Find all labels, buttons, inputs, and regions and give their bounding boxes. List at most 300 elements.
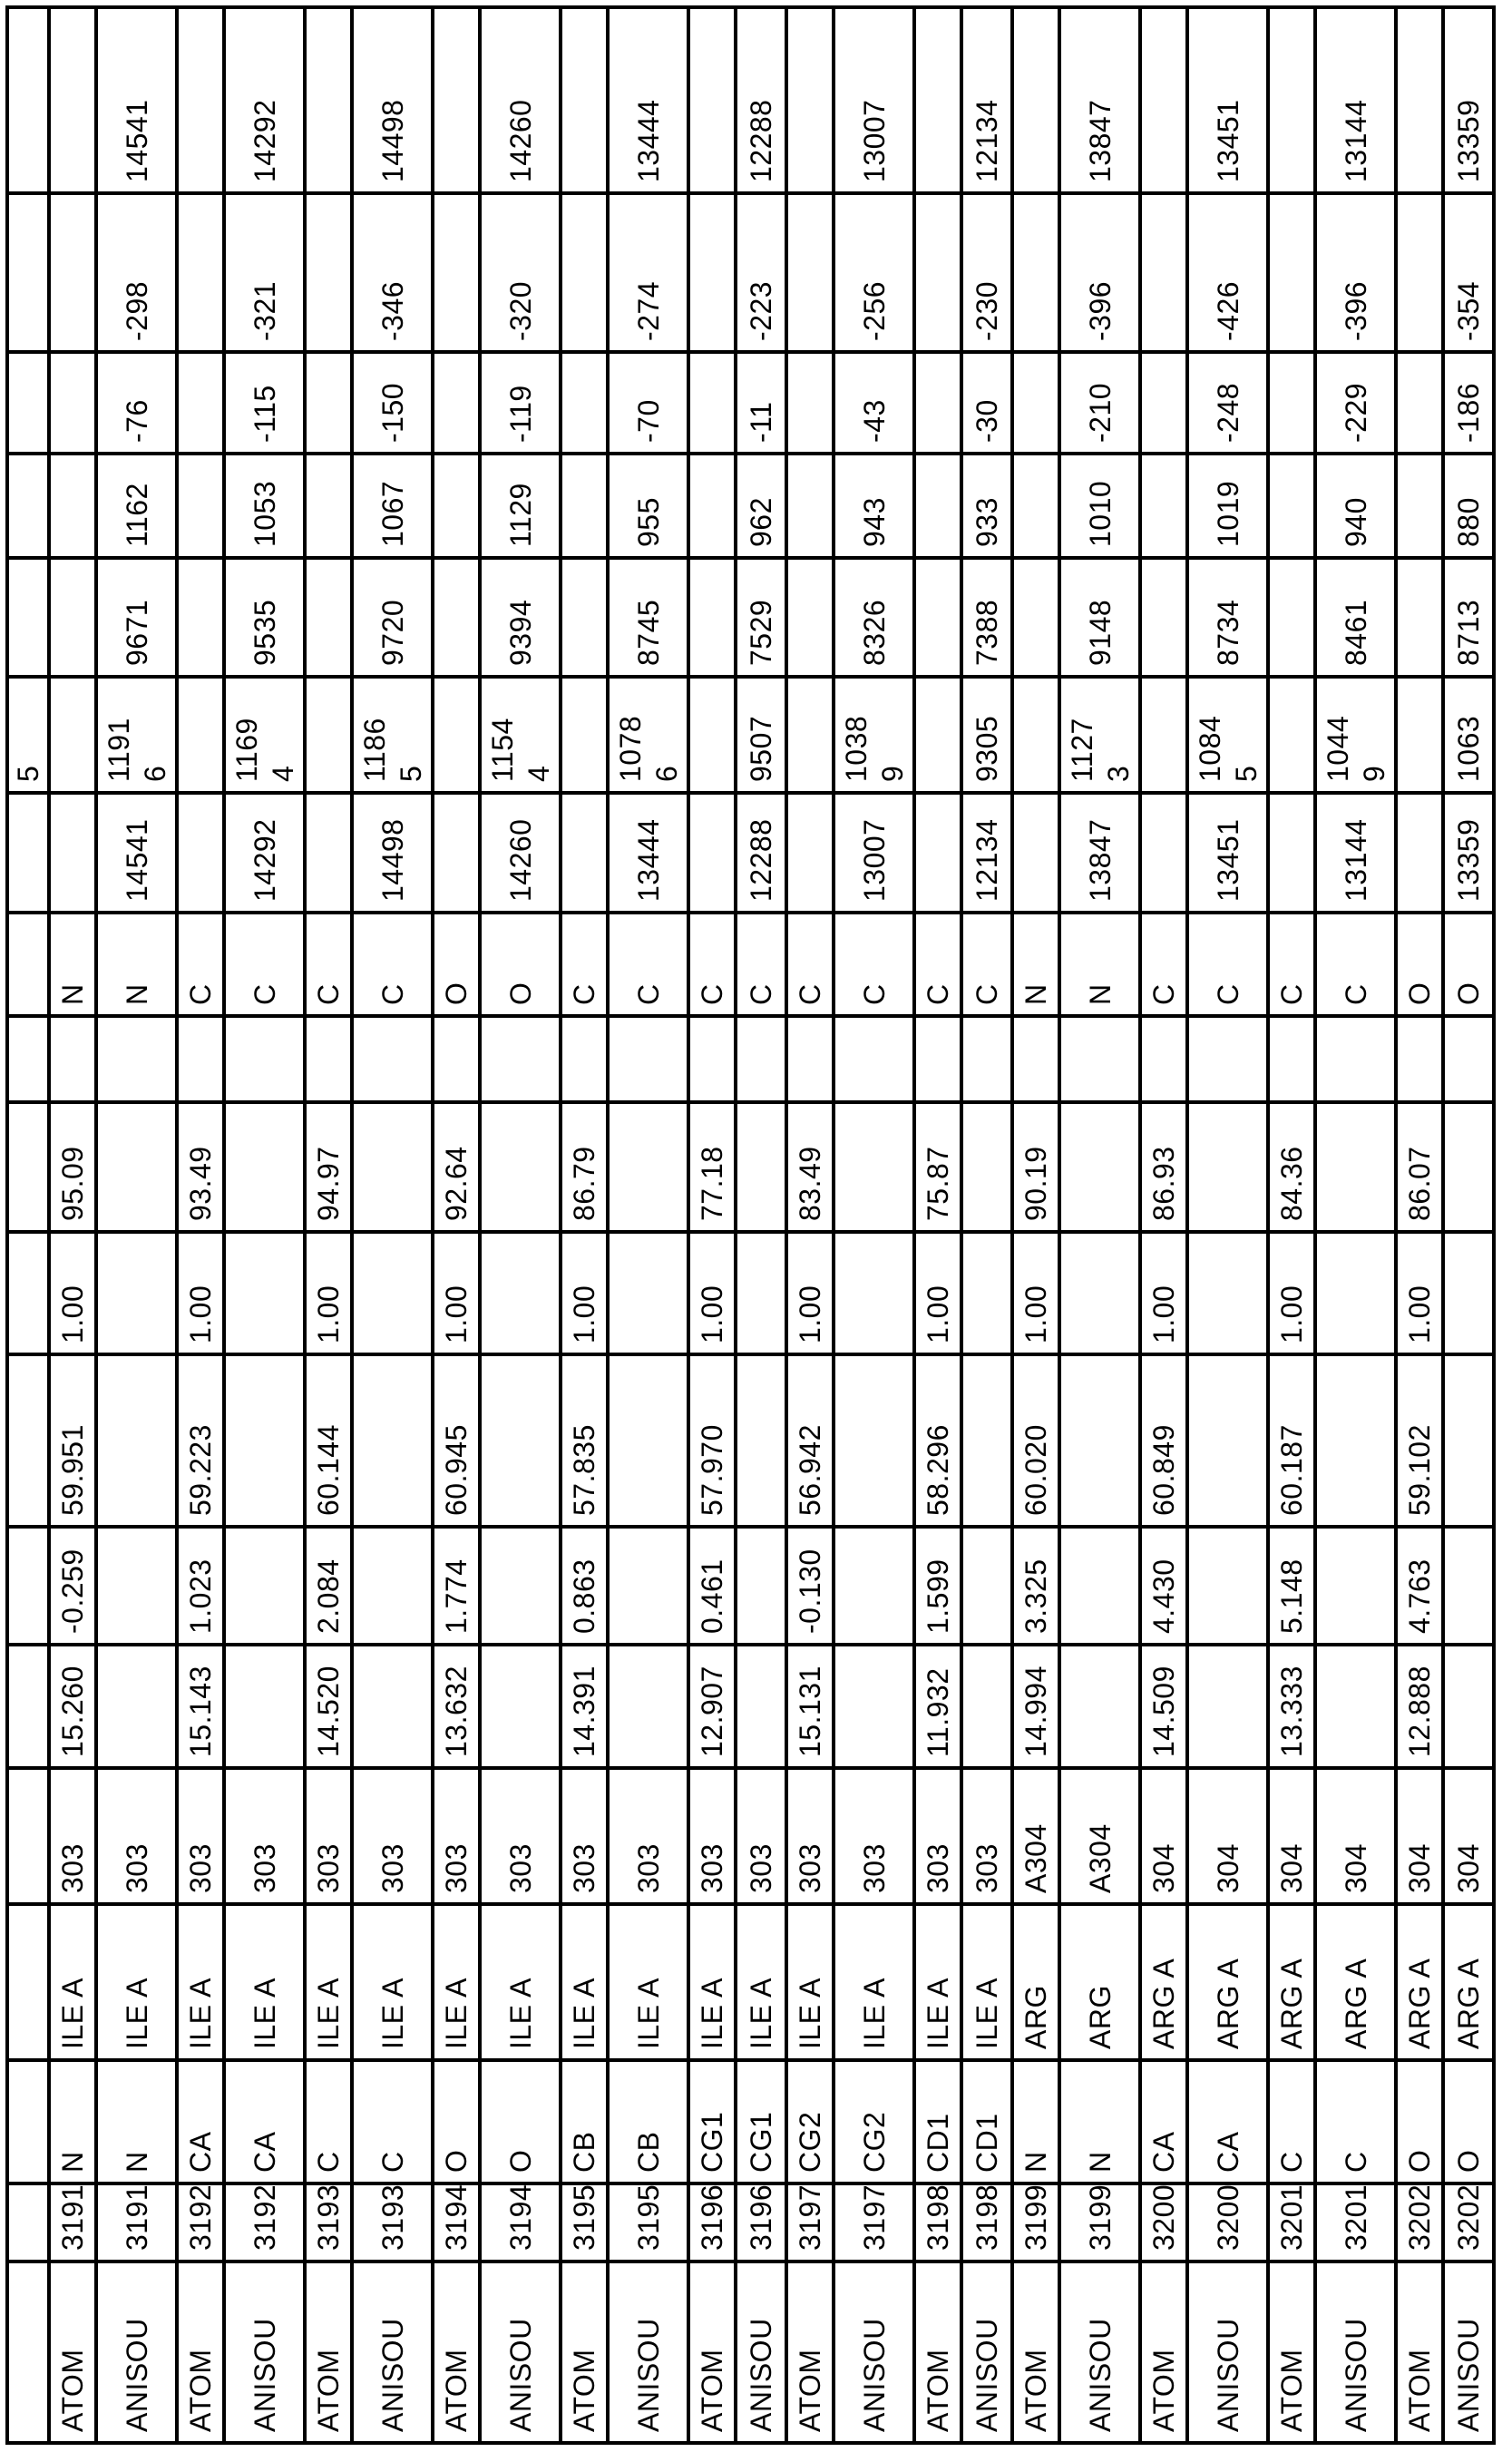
table-cell-element: [835, 914, 916, 1018]
table-cell-b_factor: [1061, 1104, 1142, 1234]
cell-text: 303: [120, 1843, 153, 1893]
cell-text: 8734: [1211, 599, 1244, 666]
table-cell-y: [1061, 1529, 1142, 1646]
table-cell-element: [1398, 914, 1445, 1018]
cell-text: 13359: [1452, 99, 1485, 182]
table-cell-u33_pre: [98, 795, 179, 914]
cell-text: 2.084: [312, 1558, 345, 1634]
table-cell-atom_name: [51, 2062, 98, 2185]
cell-text: 3193: [376, 2183, 409, 2251]
cell-text: 3192: [248, 2183, 281, 2251]
table-cell-record: [1142, 2263, 1189, 2445]
cell-text: 3200: [1211, 2183, 1244, 2251]
table-cell-z: [737, 1356, 788, 1529]
table-cell-u13: [737, 354, 788, 455]
table-cell-u11_lines: [562, 679, 610, 795]
cell-text: C: [631, 983, 665, 1005]
table-cell-spacer: [737, 1018, 788, 1104]
cell-text: 15.143: [184, 1666, 217, 1757]
cell-text: ATOM: [922, 2349, 954, 2432]
cell-text: 13144: [1339, 99, 1372, 182]
table-cell-y: [9, 1529, 51, 1646]
table-cell-record: [1317, 2263, 1398, 2445]
table-cell-record: [1398, 2263, 1445, 2445]
table-cell-u33_post: [1270, 9, 1317, 195]
table-cell-u23: [916, 195, 963, 354]
cell-text: 8326: [857, 599, 891, 666]
table-cell-seq: [98, 1770, 179, 1906]
cell-text: CB: [631, 2131, 665, 2173]
cell-text: ANISOU: [631, 2318, 665, 2432]
table-cell-u33_post: [51, 9, 98, 195]
cell-text: -0.130: [794, 1548, 826, 1634]
table-cell-u33_post: [1014, 9, 1061, 195]
table-cell-u12: [179, 455, 226, 560]
table-cell-u23: [179, 195, 226, 354]
cell-text: 8745: [631, 599, 665, 666]
table-cell-u23: [690, 195, 737, 354]
table-cell-residue: [434, 1906, 482, 2062]
table-cell-record: [835, 2263, 916, 2445]
table-cell-seq: [1270, 1770, 1317, 1906]
cell-text: 13007: [857, 99, 891, 182]
cell-text: 13451: [1211, 99, 1244, 182]
cell-text: ATOM: [568, 2349, 600, 2432]
cell-text: 84.36: [1275, 1146, 1308, 1221]
cell-text: -426: [1211, 280, 1244, 341]
cell-text: 3196: [696, 2183, 728, 2251]
cell-text: 962: [745, 497, 777, 547]
table-cell-u11_lines: [98, 679, 179, 795]
cell-text: CG2: [857, 2111, 891, 2173]
cell-text: ILE A: [745, 1978, 777, 2049]
table-cell-spacer: [226, 1018, 307, 1104]
table-cell-element: [690, 914, 737, 1018]
table-cell-b_factor: [690, 1104, 737, 1234]
table-cell-z: [1270, 1356, 1317, 1529]
cell-text: 3202: [1452, 2183, 1485, 2251]
table-cell-u33_pre: [963, 795, 1014, 914]
table-cell-u23: [788, 195, 835, 354]
table-cell-x: [434, 1646, 482, 1770]
cell-text: CA: [184, 2131, 217, 2173]
cell-text: 303: [971, 1843, 1003, 1893]
cell-text: 943: [857, 497, 891, 547]
table-cell-b_factor: [307, 1104, 354, 1234]
table-cell-spacer: [1061, 1018, 1142, 1104]
cell-text: C: [971, 983, 1003, 1005]
cell-text: 3194: [440, 2183, 473, 2251]
table-cell-spacer: [1270, 1018, 1317, 1104]
table-cell-record: [737, 2263, 788, 2445]
table-cell-residue: [51, 1906, 98, 2062]
table-cell-u12: [307, 455, 354, 560]
table-cell-u33_post: [1189, 9, 1270, 195]
table-cell-u33_post: [98, 9, 179, 195]
cell-text: 1169: [229, 718, 263, 782]
cell-text: 303: [56, 1843, 89, 1893]
cell-text: 1129: [503, 483, 537, 547]
cell-text: 12134: [971, 818, 1003, 902]
table-cell-record: [9, 2263, 51, 2445]
table-cell-residue: [179, 1906, 226, 2062]
table-cell-residue: [9, 1906, 51, 2062]
table-cell-atom_name: [690, 2062, 737, 2185]
table-cell-u12: [51, 455, 98, 560]
cell-text: 1162: [120, 483, 153, 547]
table-cell-y: [179, 1529, 226, 1646]
table-cell-spacer: [179, 1018, 226, 1104]
cell-text: N: [56, 983, 89, 1005]
table-cell-u33_post: [1398, 9, 1445, 195]
cell-text: 3192: [184, 2183, 217, 2251]
table-cell-u13: [51, 354, 98, 455]
cell-text: C: [1147, 983, 1180, 1005]
table-cell-u33_post: [1317, 9, 1398, 195]
table-cell-b_factor: [226, 1104, 307, 1234]
table-cell-spacer: [482, 1018, 562, 1104]
table-cell-u33_pre: [737, 795, 788, 914]
cell-text: 1.00: [312, 1285, 345, 1343]
cell-text: 86.07: [1403, 1146, 1436, 1221]
cell-text: O: [440, 2149, 473, 2173]
cell-text: C: [1275, 2151, 1308, 2173]
table-cell-x: [482, 1646, 562, 1770]
cell-text: 3200: [1147, 2183, 1180, 2251]
cell-text: 8461: [1339, 599, 1372, 666]
cell-text: ANISOU: [120, 2318, 153, 2432]
cell-text: -186: [1452, 382, 1485, 443]
table-cell-z: [307, 1356, 354, 1529]
table-cell-element: [1317, 914, 1398, 1018]
table-cell-spacer: [835, 1018, 916, 1104]
cell-text: ANISOU: [1083, 2318, 1117, 2432]
table-cell-spacer: [307, 1018, 354, 1104]
cell-text: O: [503, 2149, 537, 2173]
table-cell-u13: [1445, 354, 1496, 455]
cell-text: 12.888: [1403, 1666, 1436, 1757]
table-cell-u11_lines: [788, 679, 835, 795]
table-cell-y: [1270, 1529, 1317, 1646]
table-cell-serial: [179, 2185, 226, 2263]
cell-text: 14260: [503, 818, 537, 902]
table-cell-element: [562, 914, 610, 1018]
cell-text: 1.00: [440, 1285, 473, 1343]
table-cell-x: [307, 1646, 354, 1770]
table-cell-u13: [434, 354, 482, 455]
cell-text: C: [568, 983, 600, 1005]
table-cell-y: [916, 1529, 963, 1646]
table-cell-u22: [788, 560, 835, 679]
table-cell-residue: [916, 1906, 963, 2062]
cell-text: 9305: [971, 715, 1003, 782]
cell-text: 4.430: [1147, 1558, 1180, 1634]
table-cell-seq: [1398, 1770, 1445, 1906]
table-cell-u11_lines: [179, 679, 226, 795]
cell-text: ILE A: [696, 1978, 728, 2049]
cell-text: ATOM: [312, 2349, 345, 2432]
table-cell-u33_post: [737, 9, 788, 195]
cell-text: -119: [503, 385, 537, 443]
cell-text: 15.131: [794, 1666, 826, 1757]
cell-text: ILE A: [503, 1978, 537, 2049]
table-cell-u12: [98, 455, 179, 560]
table-cell-y: [1189, 1529, 1270, 1646]
table-cell-u33_pre: [1270, 795, 1317, 914]
cell-text: 4: [266, 765, 299, 782]
table-cell-atom_name: [1061, 2062, 1142, 2185]
cell-text: 3195: [568, 2183, 600, 2251]
cell-text: C: [376, 2151, 409, 2173]
table-cell-u33_post: [1142, 9, 1189, 195]
table-cell-u23: [963, 195, 1014, 354]
cell-text: 13359: [1452, 818, 1485, 902]
cell-text: 1.00: [1403, 1285, 1436, 1343]
cell-text: 1.00: [1019, 1285, 1052, 1343]
table-cell-u13: [1061, 354, 1142, 455]
cell-text: C: [184, 983, 217, 1005]
table-cell-atom_name: [434, 2062, 482, 2185]
table-cell-u22: [1398, 560, 1445, 679]
table-cell-occ: [434, 1234, 482, 1356]
table-cell-u23: [1398, 195, 1445, 354]
table-cell-occ: [226, 1234, 307, 1356]
cell-text: ANISOU: [376, 2318, 409, 2432]
table-cell-u12: [1398, 455, 1445, 560]
table-cell-u23: [307, 195, 354, 354]
table-cell-atom_name: [835, 2062, 916, 2185]
table-cell-element: [1189, 914, 1270, 1018]
table-cell-u23: [482, 195, 562, 354]
table-cell-seq: [51, 1770, 98, 1906]
table-cell-occ: [1317, 1234, 1398, 1356]
cell-text: 56.942: [794, 1424, 826, 1516]
table-cell-record: [1189, 2263, 1270, 2445]
cell-text: 303: [745, 1843, 777, 1893]
cell-text: 955: [631, 497, 665, 547]
table-cell-residue: [98, 1906, 179, 2062]
table-cell-b_factor: [434, 1104, 482, 1234]
table-cell-serial: [307, 2185, 354, 2263]
cell-text: CA: [1147, 2131, 1180, 2173]
cell-text: C: [376, 983, 409, 1005]
table-cell-u22: [690, 560, 737, 679]
cell-text: 1053: [248, 480, 281, 547]
cell-text: 3.325: [1019, 1558, 1052, 1634]
table-cell-element: [179, 914, 226, 1018]
cell-text: 3: [1101, 765, 1135, 782]
table-cell-spacer: [1445, 1018, 1496, 1104]
cell-text: ILE A: [376, 1978, 409, 2049]
table-cell-u22: [1061, 560, 1142, 679]
table-cell-u33_post: [1061, 9, 1142, 195]
table-cell-atom_name: [1398, 2062, 1445, 2185]
table-cell-u22: [1142, 560, 1189, 679]
cell-text: -346: [376, 280, 409, 341]
table-cell-u23: [562, 195, 610, 354]
table-cell-u12: [737, 455, 788, 560]
cell-text: C: [696, 983, 728, 1005]
cell-text: 940: [1339, 497, 1372, 547]
table-cell-b_factor: [788, 1104, 835, 1234]
cell-text: CD1: [922, 2113, 954, 2173]
cell-text: -223: [745, 280, 777, 341]
table-cell-element: [916, 914, 963, 1018]
table-cell-serial: [835, 2185, 916, 2263]
cell-text: 13144: [1339, 818, 1372, 902]
cell-text: 303: [312, 1843, 345, 1893]
cell-text: C: [794, 983, 826, 1005]
table-cell-u23: [1142, 195, 1189, 354]
cell-text: 5: [394, 765, 427, 782]
cell-text: 59.223: [184, 1424, 217, 1516]
table-cell-atom_name: [354, 2062, 434, 2185]
table-cell-y: [1014, 1529, 1061, 1646]
cell-text: 9720: [376, 599, 409, 666]
table-cell-u22: [179, 560, 226, 679]
table-cell-seq: [1061, 1770, 1142, 1906]
table-cell-b_factor: [1014, 1104, 1061, 1234]
table-cell-u23: [9, 195, 51, 354]
cell-text: ILE A: [794, 1978, 826, 2049]
table-cell-u33_post: [354, 9, 434, 195]
table-cell-u33_pre: [307, 795, 354, 914]
table-cell-x: [1445, 1646, 1496, 1770]
cell-text: ILE A: [312, 1978, 345, 2049]
cell-text: -321: [248, 280, 281, 341]
table-cell-atom_name: [737, 2062, 788, 2185]
table-cell-u33_post: [9, 9, 51, 195]
cell-text: 303: [376, 1843, 409, 1893]
table-cell-occ: [482, 1234, 562, 1356]
table-cell-seq: [690, 1770, 737, 1906]
cell-text: N: [1083, 2151, 1117, 2173]
table-cell-u13: [179, 354, 226, 455]
cell-text: CA: [248, 2131, 281, 2173]
table-cell-occ: [690, 1234, 737, 1356]
table-cell-y: [737, 1529, 788, 1646]
table-cell-y: [354, 1529, 434, 1646]
table-cell-element: [354, 914, 434, 1018]
table-cell-z: [354, 1356, 434, 1529]
table-cell-u13: [916, 354, 963, 455]
table-cell-occ: [562, 1234, 610, 1356]
table-cell-spacer: [1317, 1018, 1398, 1104]
table-cell-u13: [9, 354, 51, 455]
table-cell-u22: [1317, 560, 1398, 679]
cell-text: C: [1339, 983, 1372, 1005]
table-cell-u11_lines: [354, 679, 434, 795]
table-cell-y: [307, 1529, 354, 1646]
cell-text: C: [312, 983, 345, 1005]
cell-text: 14.391: [568, 1666, 600, 1757]
table-cell-occ: [1189, 1234, 1270, 1356]
table-cell-b_factor: [916, 1104, 963, 1234]
table-cell-z: [963, 1356, 1014, 1529]
cell-text: -256: [857, 280, 891, 341]
table-cell-u23: [1061, 195, 1142, 354]
table-cell-u22: [916, 560, 963, 679]
table-cell-b_factor: [1398, 1104, 1445, 1234]
cell-text: 3195: [631, 2183, 665, 2251]
table-cell-u33_pre: [1398, 795, 1445, 914]
table-cell-u13: [98, 354, 179, 455]
cell-text: 14292: [248, 99, 281, 182]
table-cell-u33_pre: [1317, 795, 1398, 914]
cell-text: -30: [971, 399, 1003, 443]
cell-text: 1.00: [56, 1285, 89, 1343]
table-cell-x: [1317, 1646, 1398, 1770]
table-cell-spacer: [690, 1018, 737, 1104]
cell-text: O: [503, 982, 537, 1005]
cell-text: 14260: [503, 99, 537, 182]
cell-text: 77.18: [696, 1146, 728, 1221]
table-cell-element: [1061, 914, 1142, 1018]
table-cell-residue: [610, 1906, 690, 2062]
cell-text: 75.87: [922, 1146, 954, 1221]
cell-text: 3194: [503, 2183, 537, 2251]
table-cell-u11_lines: [1189, 679, 1270, 795]
table-cell-spacer: [51, 1018, 98, 1104]
table-cell-b_factor: [1317, 1104, 1398, 1234]
cell-text: 7388: [971, 599, 1003, 666]
cell-text: ANISOU: [1452, 2318, 1485, 2432]
table-cell-u33_pre: [1014, 795, 1061, 914]
table-cell-y: [788, 1529, 835, 1646]
cell-text: 13451: [1211, 818, 1244, 902]
table-cell-b_factor: [354, 1104, 434, 1234]
cell-text: 304: [1403, 1843, 1436, 1893]
cell-text: 303: [503, 1843, 537, 1893]
table-cell-atom_name: [98, 2062, 179, 2185]
table-cell-x: [963, 1646, 1014, 1770]
cell-text: ILE A: [440, 1978, 473, 2049]
table-cell-u13: [354, 354, 434, 455]
table-cell-u12: [1189, 455, 1270, 560]
table-cell-u22: [226, 560, 307, 679]
table-cell-x: [788, 1646, 835, 1770]
cell-text: 5.148: [1275, 1558, 1308, 1634]
table-cell-z: [1014, 1356, 1061, 1529]
table-cell-element: [482, 914, 562, 1018]
table-cell-seq: [1445, 1770, 1496, 1906]
table-cell-z: [1189, 1356, 1270, 1529]
cell-text: 13007: [857, 818, 891, 902]
cell-text: ATOM: [440, 2349, 473, 2432]
pdb-rotated-table: [5, 5, 1496, 2445]
cell-text: 4.763: [1403, 1558, 1436, 1634]
cell-text: ILE A: [248, 1978, 281, 2049]
cell-text: N: [56, 2151, 89, 2173]
cell-text: 1.023: [184, 1558, 217, 1634]
table-cell-b_factor: [1189, 1104, 1270, 1234]
table-cell-element: [9, 914, 51, 1018]
cell-text: 303: [248, 1843, 281, 1893]
table-cell-u12: [1061, 455, 1142, 560]
table-cell-u33_pre: [562, 795, 610, 914]
cell-text: ILE A: [922, 1978, 954, 2049]
cell-text: ANISOU: [745, 2318, 777, 2432]
table-cell-b_factor: [1142, 1104, 1189, 1234]
table-cell-u12: [482, 455, 562, 560]
table-cell-u11_lines: [1398, 679, 1445, 795]
cell-text: 6: [138, 765, 171, 782]
cell-text: 13.333: [1275, 1666, 1308, 1757]
table-cell-u33_pre: [1061, 795, 1142, 914]
table-cell-atom_name: [9, 2062, 51, 2185]
table-cell-x: [737, 1646, 788, 1770]
cell-text: A304: [1083, 1823, 1117, 1893]
